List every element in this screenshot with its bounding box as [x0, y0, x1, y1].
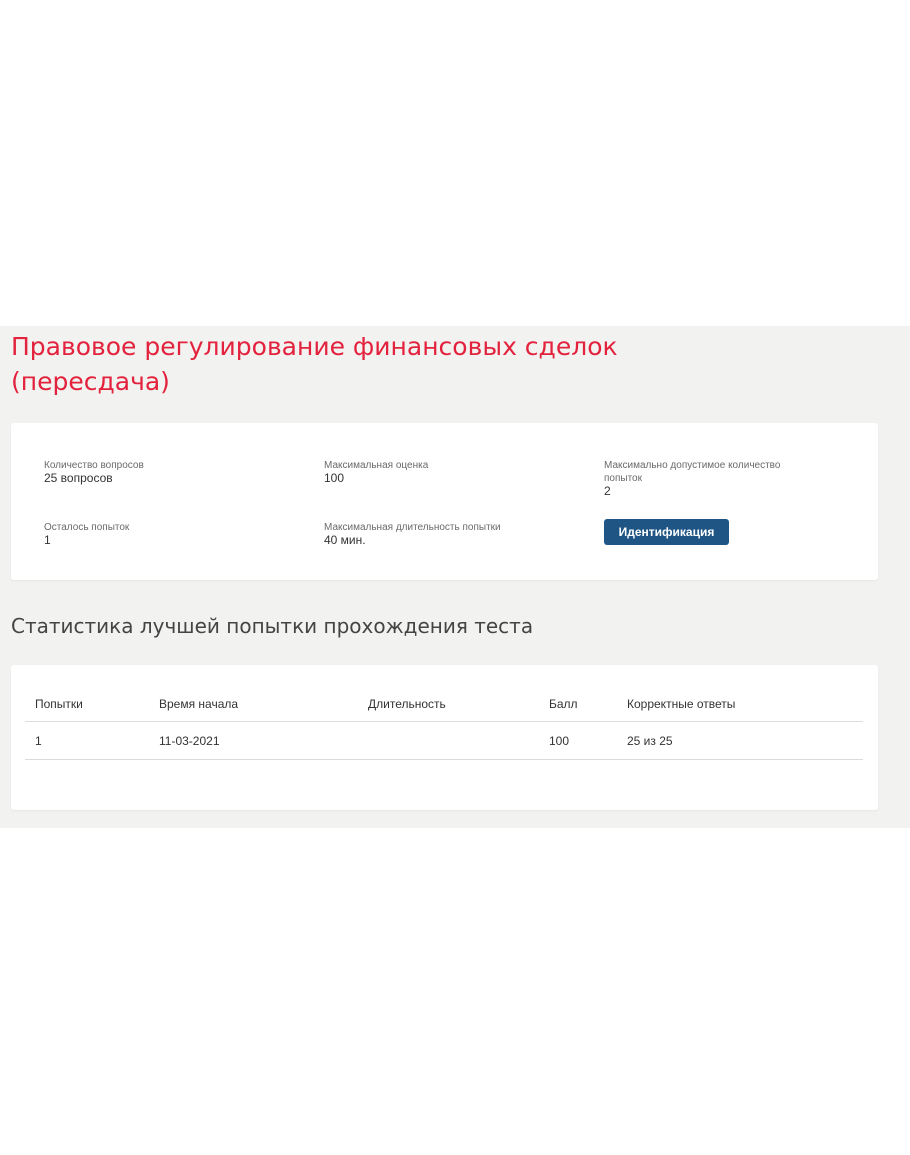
table-header-row: [25, 687, 863, 722]
cell-score: 100: [539, 722, 617, 760]
table-row: [25, 722, 863, 760]
info-attempts-left: [44, 521, 264, 547]
info-max-score: [324, 459, 544, 485]
info-max-attempts: [604, 459, 819, 498]
max-attempts-label: Максимально допустимое количество попыток: [604, 460, 781, 484]
column-header-duration: Длительность: [358, 687, 539, 722]
max-attempts-value: 2: [604, 484, 611, 498]
questions-count-value: 25 вопросов: [44, 471, 113, 485]
cell-start-time: 11-03-2021: [149, 722, 358, 760]
cell-correct-answers: 25 из 25: [617, 722, 863, 760]
stats-heading: Статистика лучшей попытки прохождения теста: [11, 614, 534, 638]
identification-button[interactable]: Идентификация: [604, 519, 729, 545]
info-questions-count: [44, 459, 264, 485]
test-info-card: [11, 423, 878, 580]
cell-duration: [358, 722, 539, 760]
column-header-score: Балл: [539, 687, 617, 722]
cell-attempt: 1: [25, 722, 149, 760]
max-duration-label: Максимальная длительность попытки: [324, 522, 501, 533]
max-duration-value: 40 мин.: [324, 533, 366, 547]
column-header-correct-answers: Корректные ответы: [617, 687, 863, 722]
max-score-label: Максимальная оценка: [324, 460, 429, 471]
attempts-left-label: Осталось попыток: [44, 522, 130, 533]
page-title: Правовое регулирование финансовых сделок (пересдача): [11, 332, 618, 396]
column-header-attempts: Попытки: [25, 687, 149, 722]
max-score-value: 100: [324, 471, 345, 485]
questions-count-label: Количество вопросов: [44, 460, 144, 471]
stats-table: [25, 687, 863, 760]
stats-card: [11, 665, 878, 810]
column-header-start-time: Время начала: [149, 687, 358, 722]
attempts-left-value: 1: [44, 533, 51, 547]
info-max-duration: [324, 521, 544, 547]
